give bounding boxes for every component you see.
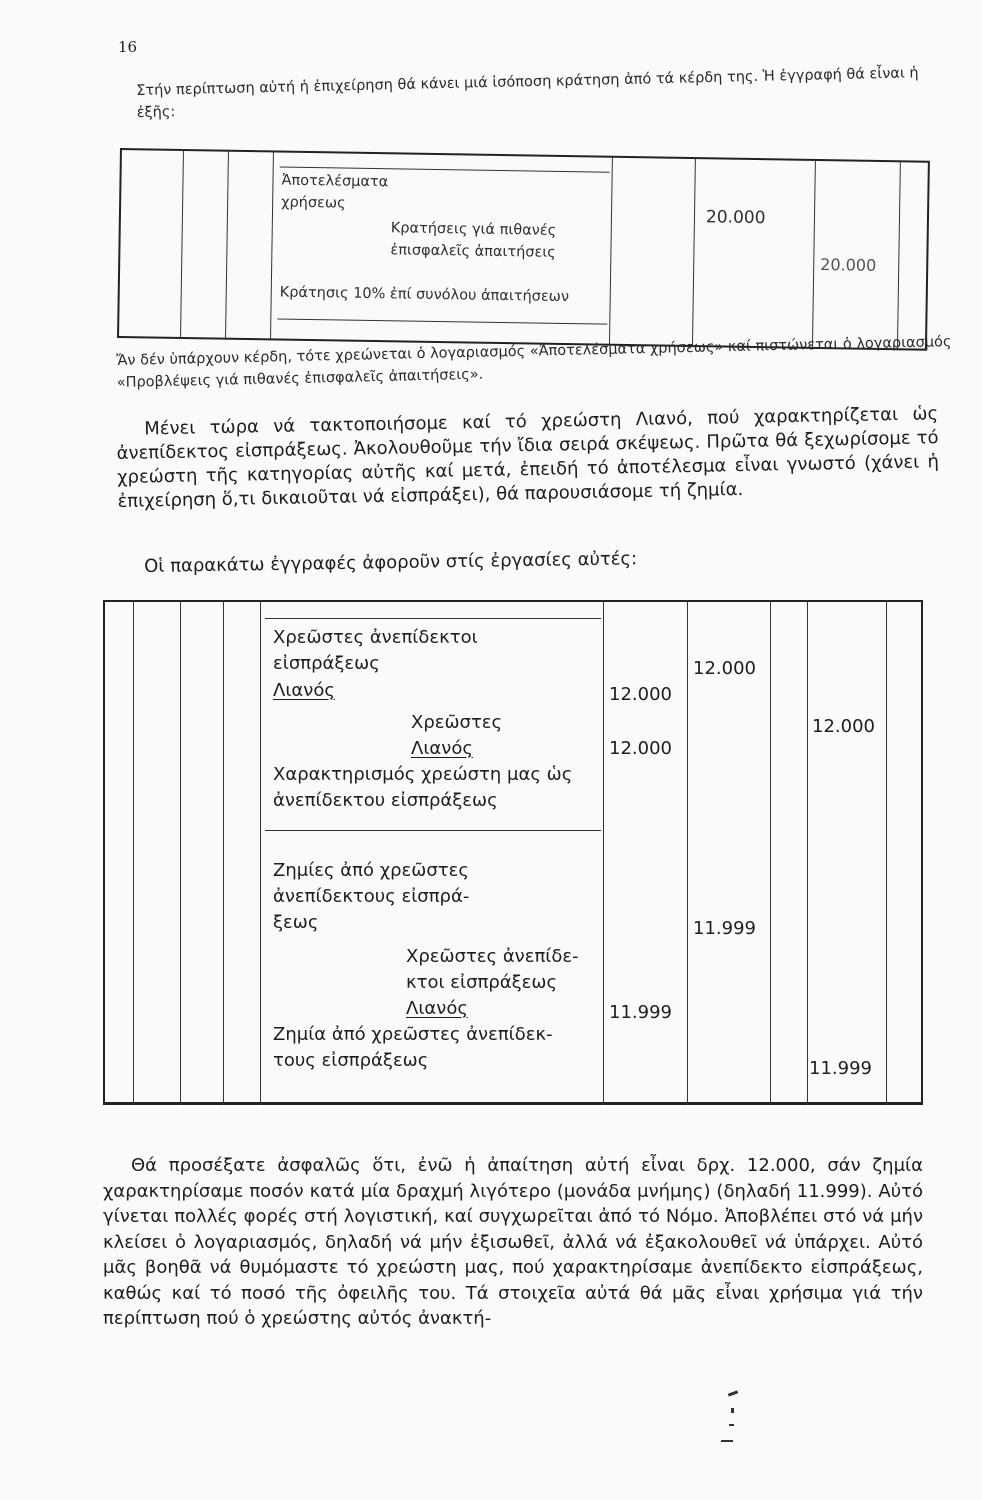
partial-credit-amount: 12.000 <box>609 738 672 759</box>
body-paragraph: Θά προσέξατε ἀσφαλῶς ὅτι, ἐνῶ ἡ ἀπαίτηση αὐτή εἶναι δρχ. 12.000, σάν ζημία χαρακτηρίσαμε ποσόν κατά μία δραχμή λιγότερο (μονάδα μνήμης) (δηλαδή 11.999). Αὐτό γίνεται πολλές φορές στή λογιστική, καί συγχωρεῖται ἀπό τό Νόμο. Ἀποβλέπει στό νά μήν κλείσει ὁ λογαριασμός, δηλαδή νά μήν ἐξισωθεῖ, ἀλλά νά ἐξακολουθεῖ νά ὑπάρχει. Αὐτό μᾶς βοηθᾶ νά θυμόμαστε τό χρεώστη μας, πού χαρακτηρίσαμε ἀνεπίδεκτο εἰσπράξεως, καθώς καί τό ποσό τῆς ὀφειλῆς του. Τά στοιχεῖα αὐτά θά μᾶς εἶναι χρήσιμα γιά τήν περίπτωση πού ὁ χρεώστης αὐτός ἀνακτή- <box>103 1155 923 1329</box>
column-divider <box>223 600 224 1105</box>
column-divider <box>260 600 261 1105</box>
debit-account-name: χρήσεως <box>281 194 346 212</box>
partial-debit-amount: 12.000 <box>609 684 672 705</box>
page-number: 16 <box>118 38 138 56</box>
debit-amount: 20.000 <box>705 207 766 229</box>
credit-account-name: ἐπισφαλεῖς ἀπαιτήσεις <box>390 242 556 261</box>
credit-subaccount-name: Λιανός <box>411 738 473 759</box>
column-divider <box>603 600 604 1105</box>
debit-amount: 12.000 <box>693 658 756 679</box>
column-divider <box>133 600 134 1105</box>
scan-speck <box>728 1390 738 1396</box>
journal-entry-table-1 <box>117 148 930 351</box>
debit-account-name: ἀνεπίδεκτους εἰσπρά- <box>273 886 470 907</box>
credit-account-name: Χρεῶστες ἀνεπίδε- <box>406 946 579 967</box>
debit-account-name: Ἀποτελέσματα <box>281 172 389 191</box>
scan-speck <box>731 1408 734 1413</box>
column-divider <box>180 600 181 1105</box>
column-divider <box>770 600 771 1105</box>
body-paragraph: Μένει τώρα νά τακτοποιήσομε καί τό χρεώστη Λιανό, πού χαρακτηρίζεται ὡς ἀνεπίδεκτος εἰσπράξεως. Ἀκολουθοῦμε τήν ἴδια σειρά σκέψεως. Πρῶτα θά ξεχωρίσομε τό χρεώστη τῆς κατηγορίας αὐτῆς καί μετά, ἐπειδή τό ἀποτέλεσμα εἶναι γνωστό (χάνει ἡ ἐπιχείρηση ὅ,τι δικαιοῦται νά εἰσπράξει), θά παρουσιάσομε τή ζημία. <box>116 403 940 512</box>
credit-account-name: Κρατήσεις γιά πιθανές <box>390 220 557 239</box>
scan-speck <box>729 1424 734 1426</box>
debit-account-name: Ζημίες ἀπό χρεῶστες <box>273 860 469 881</box>
credit-amount: 11.999 <box>809 1058 872 1079</box>
debit-account-name: ξεως <box>273 912 319 933</box>
entry-description: Ζημία ἀπό χρεῶστες ἀνεπίδεκ- <box>273 1024 553 1045</box>
column-divider <box>807 600 808 1105</box>
intro-paragraph: Στήν περίπτωση αὐτή ἡ ἐπιχείρηση θά κάνει μιά ἰσόποση κράτηση ἀπό τά κέρδη της. Ἡ ἐγγραφή θά εἶναι ἡ ἐξῆς: <box>136 65 919 121</box>
entry-description: Χαρακτηρισμός χρεώστη μας ὡς <box>273 764 573 785</box>
partial-credit-amount: 11.999 <box>609 1002 672 1023</box>
debit-subaccount-name: Λιανός <box>273 680 335 701</box>
credit-amount: 20.000 <box>820 255 877 275</box>
debit-account-name: Χρεῶστες ἀνεπίδεκτοι <box>273 627 478 648</box>
column-divider <box>886 600 887 1105</box>
credit-account-name: κτοι εἰσπράξεως <box>406 972 558 993</box>
entry-description: Κράτησις 10% ἐπί συνόλου ἀπαιτήσεων <box>279 284 570 306</box>
credit-account-name: Χρεῶστες <box>411 712 503 733</box>
note-paragraph: Ἄν δέν ὑπάρχουν κέρδη, τότε χρεώνεται ὁ λογαριασμός «Ἀποτελέσματα χρήσεως» καί πιστώνεται ὁ λογαριασμός «Προβλέψεις γιά πιθανές ἐπισφαλεῖς ἀπαιτήσεις». <box>116 334 952 391</box>
entry-separator-line <box>265 830 601 831</box>
entry-separator-line <box>265 618 601 619</box>
journal-entry-table-2 <box>103 600 923 1105</box>
scan-speck <box>721 1440 733 1442</box>
column-divider <box>687 600 688 1105</box>
entry-description: ἀνεπίδεκτου εἰσπράξεως <box>273 790 498 811</box>
debit-amount: 11.999 <box>693 918 756 939</box>
credit-amount: 12.000 <box>812 716 875 737</box>
body-paragraph: Οἱ παρακάτω ἐγγραφές ἀφοροῦν στίς ἐργασίες αὐτές: <box>144 548 638 577</box>
debit-account-name: εἰσπράξεως <box>273 653 380 674</box>
credit-subaccount-name: Λιανός <box>406 998 468 1019</box>
entry-description: τους εἰσπράξεως <box>273 1050 429 1071</box>
